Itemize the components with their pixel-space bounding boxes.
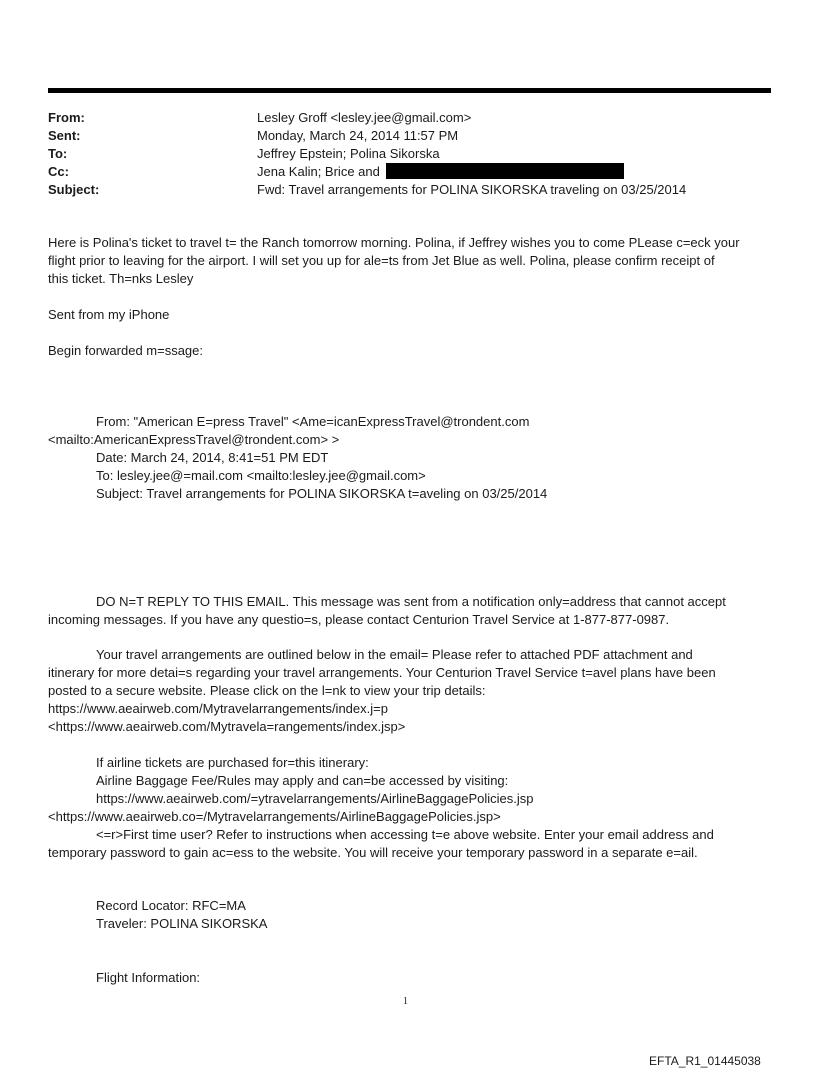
email-header — [48, 109, 686, 199]
cc-row — [48, 163, 686, 181]
airline-line: Airline Baggage Fee/Rules may apply and can=be accessed by visiting: — [96, 773, 509, 788]
header-divider — [48, 88, 771, 93]
page-number: 1 — [403, 996, 408, 1007]
subject-label: Subject: — [48, 182, 100, 197]
sent-from-line: Sent from my iPhone — [48, 307, 170, 322]
do-not-reply-line: incoming messages. If you have any questio=s, please contact Centurion Travel Service at 1-877-877-0987. — [48, 612, 670, 627]
cc-label: Cc: — [48, 164, 69, 179]
airline-line: <=r>First time user? Refer to instructions when accessing t=e above website. Enter your email address and — [96, 827, 714, 842]
flight-info-heading: Flight Information: — [96, 970, 201, 985]
do-not-reply-line: DO N=T REPLY TO THIS EMAIL. This message was sent from a notification only=address that cannot accept — [96, 594, 726, 609]
arrangements-line: Your travel arrangements are outlined below in the email= Please refer to attached PDF attachment and — [96, 647, 693, 662]
intro-line: flight prior to leaving for the airport. I will set you up for ale=ts from Jet Blue as well. Polina, please confirm receipt of — [48, 253, 715, 268]
fwd-header-line: To: lesley.jee@=mail.com <mailto:lesley.jee@gmail.com> — [96, 468, 426, 483]
fwd-header-line: From: "American E=press Travel" <Ame=icanExpressTravel@trondent.com — [96, 414, 530, 429]
from-label: From: — [48, 110, 85, 125]
arrangements-link: https://www.aeairweb.com/Mytravelarrangements/index.j=p — [48, 701, 388, 716]
redaction-box — [386, 163, 624, 179]
fwd-header-line: <mailto:AmericanExpressTravel@trondent.com> > — [48, 432, 340, 447]
record-locator: Record Locator: RFC=MA — [96, 898, 246, 913]
sent-row — [48, 127, 686, 145]
subject-row — [48, 181, 686, 199]
from-value: Lesley Groff <lesley.jee@gmail.com> — [257, 110, 472, 125]
sent-label: Sent: — [48, 128, 81, 143]
fwd-header-line: Date: March 24, 2014, 8:41=51 PM EDT — [96, 450, 329, 465]
begin-forwarded-line: Begin forwarded m=ssage: — [48, 343, 204, 358]
to-value: Jeffrey Epstein; Polina Sikorska — [257, 146, 440, 161]
fwd-header-line: Subject: Travel arrangements for POLINA SIKORSKA t=aveling on 03/25/2014 — [96, 486, 548, 501]
arrangements-line: posted to a secure website. Please click on the l=nk to view your trip details: — [48, 683, 486, 698]
document-id: EFTA_R1_01445038 — [649, 1054, 761, 1068]
from-row — [48, 109, 686, 127]
intro-line: Here is Polina's ticket to travel t= the Ranch tomorrow morning. Polina, if Jeffrey wishes you to come PLease c=eck your — [48, 235, 740, 250]
airline-link: <https://www.aeairweb.co=/Mytravelarrangements/AirlineBaggagePolicies.jsp> — [48, 809, 501, 824]
cc-value: Jena Kalin; Brice and — [257, 164, 380, 179]
airline-link: https://www.aeairweb.com/=ytravelarrangements/AirlineBaggagePolicies.jsp — [96, 791, 534, 806]
airline-line: If airline tickets are purchased for=this itinerary: — [96, 755, 369, 770]
intro-line: this ticket. Th=nks Lesley — [48, 271, 194, 286]
traveler: Traveler: POLINA SIKORSKA — [96, 916, 268, 931]
to-row — [48, 145, 686, 163]
subject-value: Fwd: Travel arrangements for POLINA SIKORSKA traveling on 03/25/2014 — [257, 182, 687, 197]
airline-line: temporary password to gain ac=ess to the website. You will receive your temporary password in a separate e=ail. — [48, 845, 698, 860]
arrangements-link: <https://www.aeairweb.com/Mytravela=rangements/index.jsp> — [48, 719, 406, 734]
sent-value: Monday, March 24, 2014 11:57 PM — [257, 128, 459, 143]
to-label: To: — [48, 146, 68, 161]
arrangements-line: itinerary for more detai=s regarding your travel arrangements. Your Centurion Travel Service t=avel plans have been — [48, 665, 716, 680]
